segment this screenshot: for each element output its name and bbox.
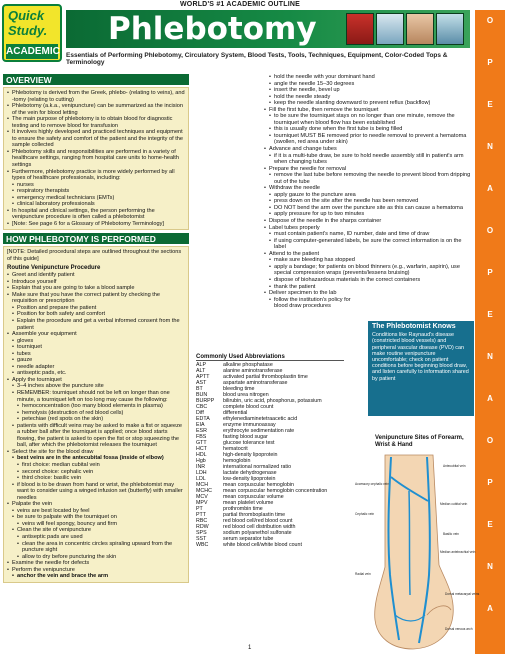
overview-item: • Phlebotomy (a.k.a., venipuncture) can be summarized as the incision of the vein for blood letting [7,103,185,116]
page-number: 1 [248,645,252,651]
header-photos [346,13,466,45]
abbreviation-meaning: glucose tolerance test [223,440,275,447]
overview-list [7,90,185,182]
abbreviation-meaning: low-density lipoprotein [223,476,276,483]
attend-subitem: • apply a bandage; for patients on blood thinners (e.g., warfarin, aspirin), use special compression wraps (prevents/lessens bruising) [264,264,472,277]
anchor-item: • anchor the vein and brace the arm [7,573,185,580]
vein-choice-item: • first choice: median cubital vein [7,462,185,469]
abbreviation-code: FBS [196,434,207,441]
abbreviation-code: SST [196,536,207,543]
abbreviation-meaning: hemoglobin [223,458,251,465]
logo-academic: ACADEMIC [6,46,60,57]
overview-item: • Furthermore, phlebotomy practice is more widely performed by all types of healthcare professionals, including: [7,169,185,182]
withdraw-list [264,192,472,218]
overview-item: • In hospital and clinical settings, the person performing the venipuncture procedure is often called a phlebotomist [7,208,185,221]
vein-choice-item: • third choice: basilic vein [7,475,185,482]
deliver-item: • Deliver specimen to the lab [264,290,472,297]
photo-blood-vials [346,13,374,45]
overview-subitem: • respiratory therapists [7,188,185,195]
assemble-item: • Assemble your equipment [7,331,185,338]
vein-label-7: Radial vein [355,572,371,576]
subtitle: Essentials of Performing Phlebotomy, Circulatory System, Blood Tests, Tools, Techniques, Equipment, Color-Coded Tops & Terminology [66,52,448,66]
equipment-item: • gauze [7,357,185,364]
abbreviation-code: Hgb [196,458,206,465]
overview-item: • Phlebotomy is derived from the Greek, phlebo- (relating to veins), and -tomy (relating to cutting) [7,90,185,103]
equipment-item: • tubes [7,351,185,358]
overview-item: • Phlebotomy skills and responsibilities are performed in a variety of healthcare settings, ranging from hospital care units to home-health settings [7,149,185,169]
forearm-vein-illustration [355,455,480,650]
phlebotomist-knows-box [368,321,474,416]
tagline: WORLD'S #1 ACADEMIC OUTLINE [180,1,300,8]
withdraw-subitem: • press down on the site after the needle has been removed [264,198,472,205]
abbreviation-meaning: erythrocyte sedimentation rate [223,428,295,435]
abbreviation-code: GTT [196,440,207,447]
difficult-veins-item: • patients with difficult veins may be asked to make a fist or squeeze a rubber ball after the tourniquet is applied; once blood starts flowing, the patient is asked to open the fist or stop squeezing the ball, after which the phlebotomist releases the tourniquet [7,423,185,449]
prepare-subitem: • remove the last tube before removing the needle to prevent blood from dripping out of the tube [264,172,472,185]
position-list [7,305,185,331]
abbreviation-meaning: blood urea nitrogen [223,392,269,399]
needle-item: • keep the needle slanting downward to prevent reflux (backflow) [264,100,472,107]
equipment-item: • tourniquet [7,344,185,351]
abbreviation-meaning: white blood cell/white blood count [223,542,302,549]
position-item: • Position for both safety and comfort [7,311,185,318]
attend-list [264,257,472,290]
abbreviation-code: HDL [196,452,207,459]
best-veins-item: • best veins are in the antecubital fossa (inside of elbow) [7,455,185,462]
abbreviation-meaning: mean corpuscular volume [223,494,284,501]
abbreviation-meaning: mean corpuscular hemoglobin concentration [223,488,328,495]
attend-item: • Attend to the patient [264,251,472,258]
side-tab-letter: P [487,478,493,487]
abbreviation-code: EIA [196,422,205,429]
palpate-subsubitem: • veins will feel spongy, bouncy and firm [7,521,185,528]
abbreviation-code: ESR [196,428,207,435]
logo-line2: Study. [8,23,48,38]
side-tab-letter: N [487,562,493,571]
side-tab-letter: A [487,394,493,403]
palpate-subitem: • veins are best located by feel [7,508,185,515]
palpate-item: • Palpate the vein [7,501,185,508]
knows-title: The Phlebotomist Knows [372,323,456,330]
clean-subitem: • allow to dry before puncturing the skin [7,554,185,561]
hand-item: • if blood is to be drawn from hand or wrist, the phlebotomist may want to consider using a winged infusion set (butterfly) with smaller needles [7,482,185,502]
dispose-item: • Dispose of the needle in the sharps container [264,218,472,225]
abbreviation-meaning: red blood cell distribution width [223,524,296,531]
equipment-item: • antiseptic pads, etc. [7,370,185,377]
vein-label-2: Median cubital vein [440,502,468,506]
abbreviation-meaning: mean platelet volume [223,500,274,507]
fill-list [264,113,472,146]
needle-item: • insert the needle, bevel up [264,87,472,94]
abbreviation-code: MCV [196,494,208,501]
vein-choice-item: • second choice: cephalic vein [7,469,185,476]
select-site-item: • Select the site for the blood draw [7,449,185,456]
fill-subitem: • to be sure the tourniquet stays on no longer than one minute, remove the tourniquet when blood flow has been established [264,113,472,126]
how-item: • Make sure that you have the correct patient by checking the requisition or prescription [7,292,185,305]
abbreviation-code: INR [196,464,206,471]
clean-subitem: • clean the area in concentric circles spiraling upward from the puncture sight [7,541,185,554]
abbreviation-code: PT [196,506,203,513]
abbreviation-code: AST [196,380,207,387]
abbreviation-row [196,542,344,548]
abbreviations-title: Commonly Used Abbreviations [196,354,344,361]
abbreviation-code: LDH [196,470,207,477]
tourniquet-item: • Apply the tourniquet [7,377,185,384]
tourniquet-subitem: • REMEMBER: tourniquet should not be left on longer than one minute, a tourniquet left on too long may cause the following: [7,390,185,403]
advance-item: • Advance and change tubes [264,146,472,153]
palpate-subitem: • be sure to palpate with the tourniquet on [7,514,185,521]
abbreviation-code: MPV [196,500,208,507]
side-tab-letter: P [487,58,493,67]
palpate-list [7,508,185,521]
overview-item: • [Note: See page 6 for a Glossary of Phlebotomy Terminology] [7,221,185,228]
how-item: • Greet and identify patient [7,272,185,279]
needle-item: • hold the needle steady [264,94,472,101]
overview-box [3,87,189,230]
abbreviation-meaning: differential [223,410,248,417]
abbreviation-code: RBC [196,518,208,525]
abbreviation-code: WBC [196,542,209,549]
photo-syringe [436,13,464,45]
abbreviation-code: BUN [196,392,208,399]
abbreviation-code: HCT [196,446,207,453]
abbreviation-meaning: bilirubin, uric acid, phosphorus, potassium [223,398,322,405]
logo-line1: Quick [8,8,45,23]
abbreviation-code: Diff [196,410,204,417]
side-tab [475,10,505,654]
header [0,0,505,70]
clean-subitem: • antiseptic pads are used [7,534,185,541]
overview-header: OVERVIEW [3,74,189,85]
abbreviation-code: CBC [196,404,208,411]
perform-item: • Perform the venipuncture [7,567,185,574]
vein-label-1: Antecubital vein [443,464,466,468]
vein-diagram-title: Venipuncture Sites of Forearm, Wrist & Hand [375,435,464,448]
abbreviation-meaning: red blood cell/red blood count [223,518,293,525]
examine-item: • Examine the needle for defects [7,560,185,567]
abbreviation-meaning: mean corpuscular hemoglobin [223,482,294,489]
overview-item: • The main purpose of phlebotomy is to obtain blood for diagnostic testing and to remove blood for transfusion [7,116,185,129]
vein-label-4: Median antebrachial vein [440,550,476,554]
abbreviation-code: SPS [196,530,207,537]
abbreviation-meaning: prothrombin time [223,506,263,513]
vein-label-5: Cephalic vein [355,512,375,516]
label-list [264,231,472,251]
prepare-list [264,172,472,185]
how-box [3,246,189,582]
median-antebrachial-vein-line [409,491,410,595]
abbreviation-code: MCHC [196,488,212,495]
needle-item: • hold the needle with your dominant hand [264,74,472,81]
abbreviation-meaning: sodium polyanethol sulfonate [223,530,292,537]
overview-item: • It involves highly developed and practiced techniques and equipment to ensure the safety and comfort of the patient and the integrity of the sample collected [7,129,185,149]
quickstudy-logo [2,4,62,62]
clean-list [7,534,185,560]
how-item: • Introduce yourself [7,279,185,286]
abbreviation-code: PTT [196,512,207,519]
side-tab-letter: N [487,142,493,151]
deliver-list [264,297,364,310]
needle-list [264,74,472,107]
abbreviation-meaning: hematocrit [223,446,248,453]
withdraw-subitem: • apply gauze to the puncture area [264,192,472,199]
abbreviation-meaning: partial thromboplastin time [223,512,286,519]
abbreviation-code: MCH [196,482,209,489]
abbreviation-rows [196,362,344,548]
vein-choice-list [7,462,185,482]
abbreviation-meaning: serum separator tube [223,536,274,543]
abbreviation-meaning: bleeding time [223,386,255,393]
abbreviation-code: ALT [196,368,206,375]
side-tab-letter: O [486,226,494,235]
vein-label-8: Dorsal metacarpal veins [445,592,480,596]
position-item: • Position and prepare the patient [7,305,185,312]
abbreviation-meaning: lactate dehydrogenase [223,470,277,477]
attend-subitem: • thank the patient [264,284,472,291]
deliver-subitem: • follow the institution's policy for blood draw procedures [264,297,364,310]
title-bar [66,10,470,48]
photo-blood-draw [406,13,434,45]
position-item: • Explain the procedure and get a verbal informed consent from the patient [7,318,185,331]
abbreviation-meaning: fasting blood sugar [223,434,268,441]
abbreviation-meaning: high-density lipoprotein [223,452,278,459]
side-tab-letter: E [487,100,493,109]
abbreviation-meaning: alkaline phosphatase [223,362,273,369]
abbreviation-code: APTT [196,374,210,381]
label-subitem: • must contain patient's name, ID number, date and time of draw [264,231,472,238]
abbreviation-code: EDTA [196,416,210,423]
clean-item: • Clean the site of venipuncture [7,527,185,534]
label-item: • Label tubes properly [264,225,472,232]
label-subitem: • if using computer-generated labels, be sure the correct information is on the label [264,238,472,251]
procedure-continued [262,74,474,310]
abbreviation-meaning: ethylenediaminetetraacetic acid [223,416,298,423]
equipment-list [7,338,185,377]
abbreviation-code: BT [196,386,203,393]
advance-subitem: • if it is a multi-tube draw, be sure to hold needle assembly still in patient's arm when changing tubes [264,153,472,166]
how-note: [NOTE: Detailed procedural steps are outlined throughout the sections of this guide] [7,249,182,263]
side-tab-letter: O [486,436,494,445]
page-title: Phlebotomy [108,11,317,47]
side-tab-letter: E [487,310,493,319]
abbreviation-meaning: aspartate aminotransferase [223,380,288,387]
complication-item: • hemoconcentration (too many blood elements in plasma) [7,403,185,410]
vein-label-6: Accessory cephalic vein [355,482,390,486]
prepare-item: • Prepare the needle for removal [264,166,472,173]
equipment-item: • gloves [7,338,185,345]
how-list [7,272,185,305]
abbreviation-code: ALP [196,362,207,369]
tourniquet-subitem: • 3–4 inches above the puncture site [7,383,185,390]
abbreviations-table [196,354,344,549]
routine-subhead: Routine Venipuncture Procedure [7,264,101,271]
side-tab-letter: N [487,352,493,361]
abbreviation-code: RDW [196,524,209,531]
complication-item: • petechiae (red spots on the skin) [7,416,185,423]
photo-test-tubes [376,13,404,45]
side-tab-letter: E [487,520,493,529]
withdraw-subitem: • apply pressure for up to two minutes [264,211,472,218]
abbreviation-meaning: enzyme immunoassay [223,422,276,429]
fill-subitem: • tourniquet MUST BE removed prior to needle removal to prevent a hematoma (swollen, red area under skin) [264,133,472,146]
overview-subitem: • clinical laboratory professionals [7,201,185,208]
complication-item: • hemolysis (destruction of red blood cells) [7,410,185,417]
overview-list-2 [7,208,185,228]
how-item: • Explain that you are going to take a blood sample [7,285,185,292]
needle-item: • angle the needle 15–30 degrees [264,81,472,88]
abbreviation-code: LDL [196,476,206,483]
how-header: HOW PHLEBOTOMY IS PERFORMED [3,233,189,244]
withdraw-item: • Withdraw the needle [264,185,472,192]
overview-subitem: • emergency medical technicians (EMTs) [7,195,185,202]
abbreviation-meaning: alanine aminotransferase [223,368,283,375]
vein-label-3: Basilic vein [443,532,459,536]
abbreviation-meaning: international normalized ratio [223,464,292,471]
attend-subitem: • dispose of biohazardous materials in the correct containers [264,277,472,284]
side-tab-letter: O [486,16,494,25]
withdraw-subitem: • DO NOT bend the arm over the puncture site as this can cause a hematoma [264,205,472,212]
advance-list [264,153,472,166]
overview-subitem: • nurses [7,182,185,189]
side-tab-letter: A [487,604,493,613]
equipment-item: • needle adapter [7,364,185,371]
side-tab-letter: P [487,268,493,277]
knows-text: Conditions like Raynaud's disease (constricted blood vessels) and peripheral vascular disease (PVD) can make routine venipuncture uncomfortable; check on patient conditions before beginning blood draw, and listen carefully to information shared by patient [372,332,469,382]
abbreviation-meaning: activated partial thromboplastin time [223,374,308,381]
overview-sublist [7,182,185,208]
attend-subitem: • make sure bleeding has stopped [264,257,472,264]
complication-list [7,403,185,423]
fill-subitem: • this is usually done when the first tube is being filled [264,126,472,133]
left-column [3,74,189,583]
vein-label-9: Dorsal venous arch [445,627,473,631]
right-column [262,74,474,310]
fill-item: • Fill the first tube, then remove the tourniquet [264,107,472,114]
tourniquet-list [7,383,185,403]
abbreviation-meaning: complete blood count [223,404,274,411]
side-tab-letter: A [487,184,493,193]
abbreviation-code: BURPP [196,398,215,405]
